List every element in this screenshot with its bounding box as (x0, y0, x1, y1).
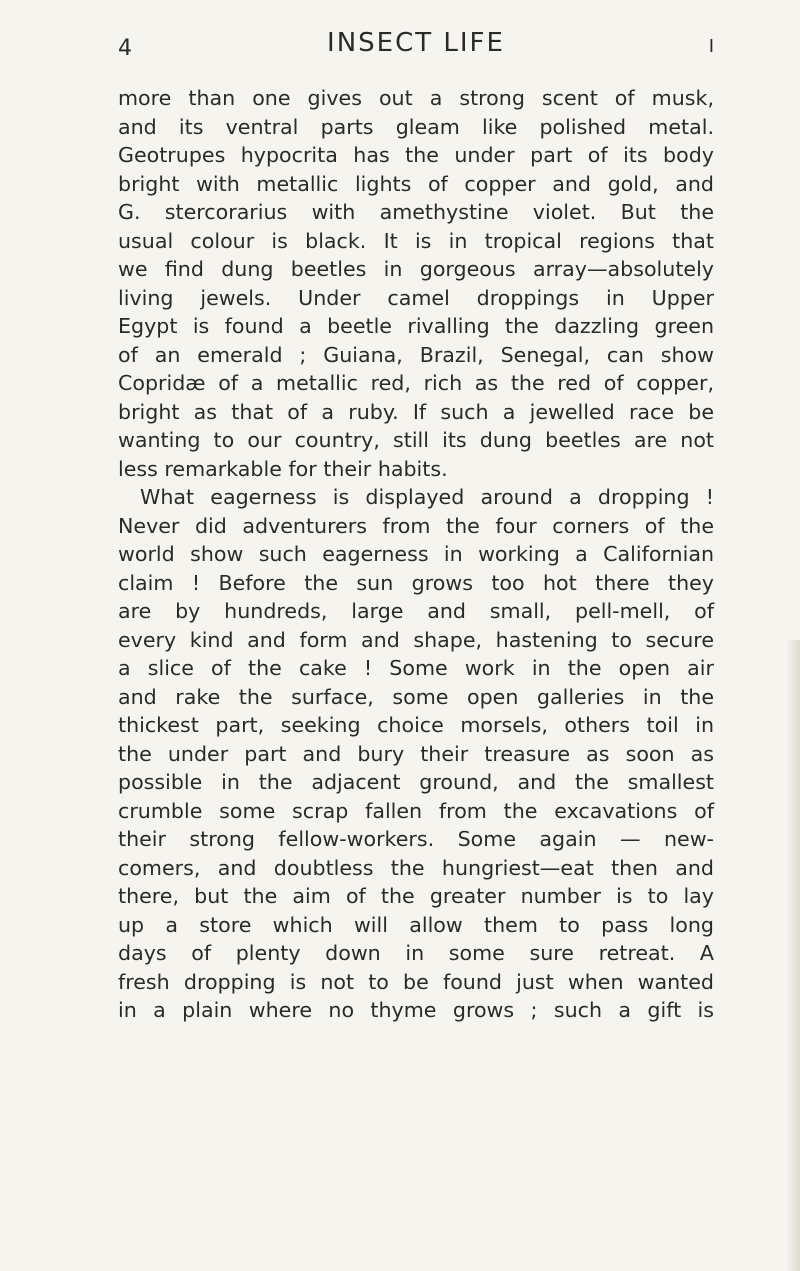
text-line: possible in the adjacent ground, and the smallest (118, 770, 714, 794)
text-line: Copridæ of a metallic red, rich as the red of copper, (118, 371, 714, 395)
text-line: G. stercorarius with amethystine violet. But the (118, 200, 714, 224)
text-line: crumble some scrap fallen from the excavations of (118, 798, 714, 823)
text-line: bright as that of a ruby. If such a jewelled race be (118, 399, 714, 424)
text-line: we find dung beetles in gorgeous array—absolutely (118, 257, 714, 281)
text-line: less remarkable for their habits. (118, 456, 448, 481)
text-line: and its ventral parts gleam like polished metal. (118, 114, 714, 139)
text-line: comers, and doubtless the hungriest—eat then and (118, 855, 714, 880)
text-line: thickest part, seeking choice morsels, others toil in (118, 713, 714, 737)
text-line: their strong fellow-workers. Some again — new- (118, 827, 714, 851)
text-line: days of plenty down in some sure retreat. A (118, 941, 714, 965)
text-line: in a plain where no thyme grows ; such a gift is (118, 998, 714, 1022)
text-line: fresh dropping is not to be found just when wanted (118, 969, 714, 994)
text-line: every kind and form and shape, hastening to secure (118, 627, 714, 652)
paragraph (118, 483, 714, 1025)
text-line: living jewels. Under camel droppings in Upper (118, 285, 714, 310)
text-line: and rake the surface, some open galleries in the (118, 684, 714, 709)
text-line: up a store which will allow them to pass long (118, 912, 714, 937)
text-line: bright with metallic lights of copper and gold, and (118, 171, 714, 196)
text-line: world show such eagerness in working a Californian (118, 542, 714, 566)
paragraph (118, 84, 714, 483)
book-title: INSECT LIFE (327, 28, 505, 58)
page-number: 4 (118, 36, 132, 61)
text-line: Never did adventurers from the four corners of the (118, 513, 714, 538)
chapter-number: I (708, 36, 714, 57)
text-line: are by hundreds, large and small, pell-mell, of (118, 599, 714, 623)
text-line: What eagerness is displayed around a dropping ! (140, 485, 714, 509)
body-text (118, 84, 714, 1025)
text-line: Geotrupes hypocrita has the under part of its body (118, 143, 714, 167)
page-edge-shadow (786, 640, 800, 1271)
text-line: usual colour is black. It is in tropical regions that (118, 228, 714, 253)
text-line: Egypt is found a beetle rivalling the dazzling green (118, 314, 714, 338)
text-line: a slice of the cake ! Some work in the open air (118, 656, 714, 680)
text-line: there, but the aim of the greater number is to lay (118, 884, 714, 908)
text-line: of an emerald ; Guiana, Brazil, Senegal, can show (118, 342, 714, 367)
text-line: more than one gives out a strong scent of musk, (118, 86, 714, 110)
text-line: wanting to our country, still its dung beetles are not (118, 428, 714, 452)
text-line: the under part and bury their treasure as soon as (118, 741, 714, 766)
running-head (118, 26, 714, 66)
text-line: claim ! Before the sun grows too hot there they (118, 570, 714, 595)
